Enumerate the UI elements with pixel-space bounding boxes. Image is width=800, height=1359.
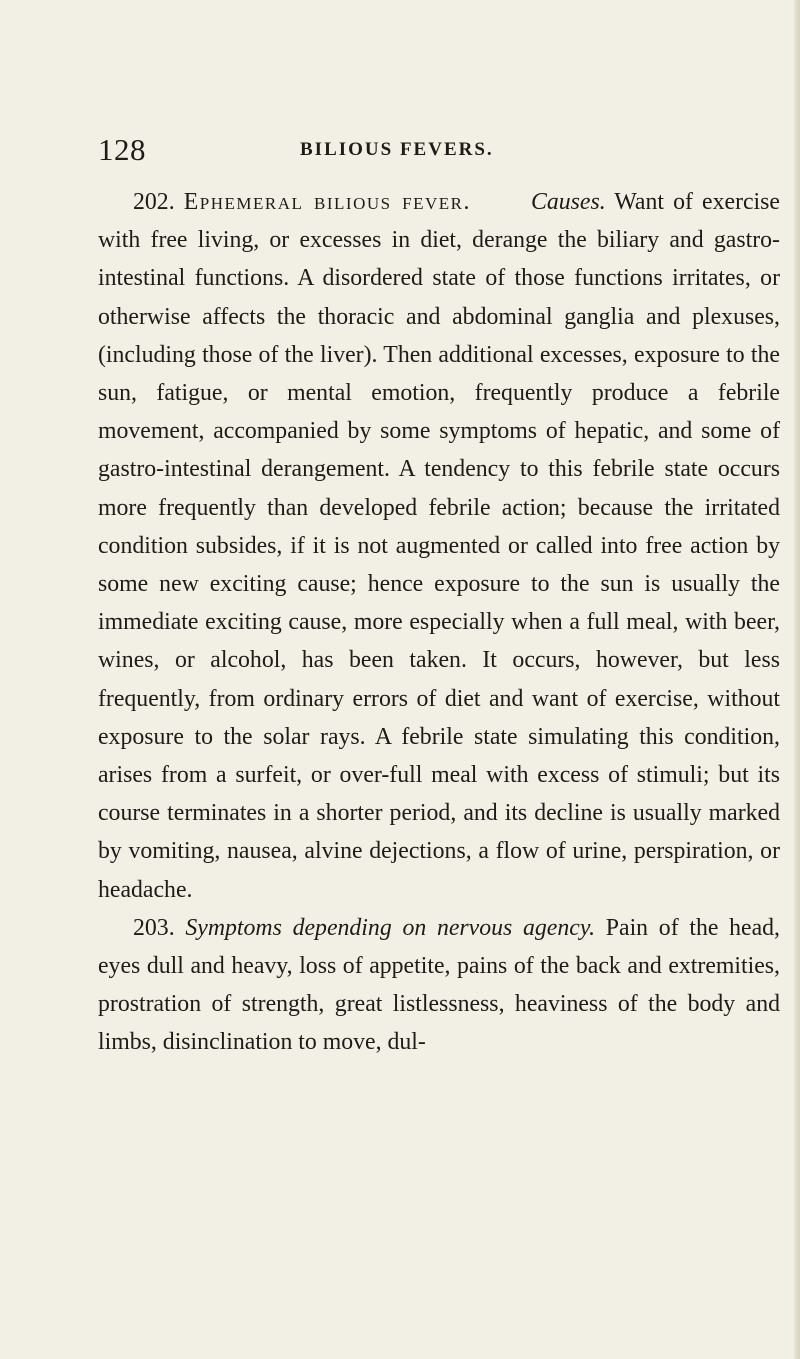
page-edge: [794, 0, 800, 1359]
section-heading: Ephemeral bilious fever.: [183, 189, 471, 215]
paragraph-203: [98, 909, 780, 1062]
paragraph-text: Pain of the head, eyes dull and heavy, loss of appetite, pains of the back and extremities, prostration of strength, great listlessness, heaviness of the body and limbs, disinclination to move, dul-: [98, 914, 780, 1056]
paragraph-text: Want of exercise with free living, or excesses in diet, derange the biliary and gastro-intestinal functions. A disordered state of those functions irritates, or otherwise affects the thoracic and abdominal ganglia and plexuses, (including those of the liver). Then additional excesses, exposure to the sun, fatigue, or mental emotion, frequently produce a febrile movement, accompanied by some symptoms of hepatic, and some of gastro-intestinal derangement. A tendency to this febrile state occurs more frequently than developed febrile action; because the irritated condition subsides, if it is not augmented or called into free action by some new exciting cause; hence exposure to the sun is usually the immediate exciting cause, more especially when a full meal, with beer, wines, or alcohol, has been taken. It occurs, however, but less frequently, from ordinary errors of diet and want of exercise, without exposure to the solar rays. A febrile state simulating this condition, arises from a surfeit, or over-full meal with excess of stimuli; but its course terminates in a shorter period, and its decline is usually marked by vomiting, nausea, alvine dejections, a flow of urine, perspiration, or headache.: [98, 189, 780, 903]
page-number: 128: [98, 132, 146, 167]
running-title: BILIOUS FEVERS.: [300, 139, 494, 160]
running-head: [98, 132, 718, 172]
body-text: [98, 183, 780, 1062]
section-heading: Symptoms depending on nervous agency.: [185, 914, 596, 941]
section-number: 203.: [133, 914, 175, 941]
section-number: 202.: [133, 189, 175, 215]
section-subheading: Causes.: [530, 189, 606, 215]
paragraph-202: [98, 183, 780, 909]
